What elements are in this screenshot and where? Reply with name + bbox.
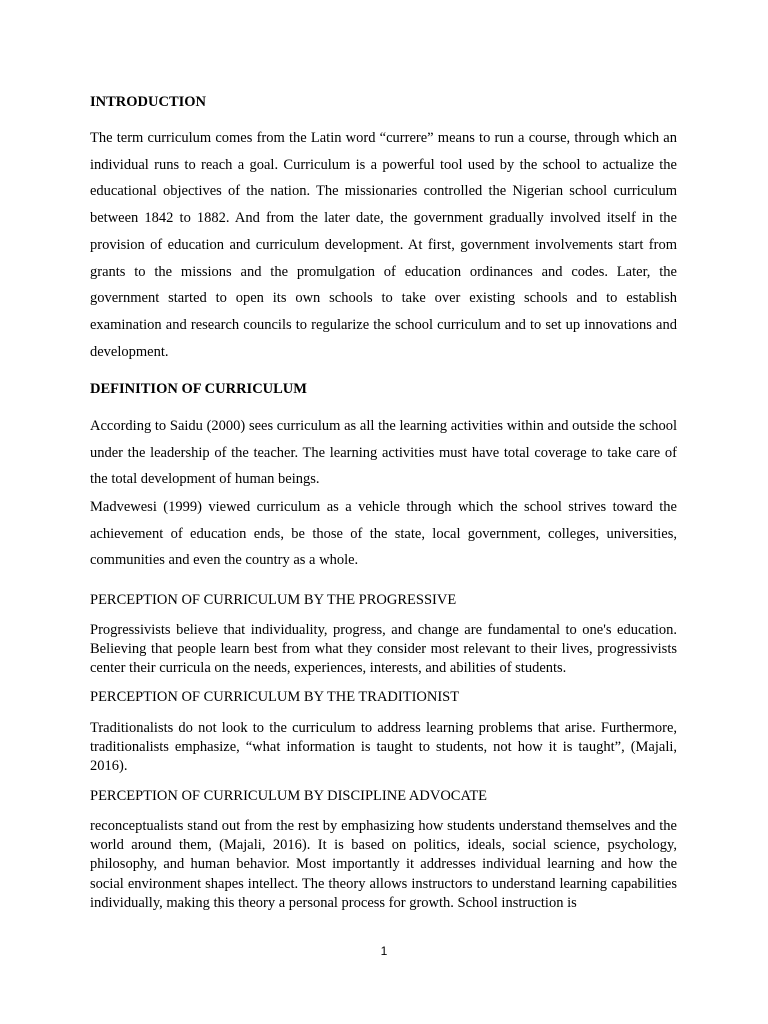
discipline-heading: PERCEPTION OF CURRICULUM BY DISCIPLINE ADVOCATE: [90, 788, 488, 804]
page-number: 1: [380, 944, 388, 958]
definition-paragraph-2: Madvewesi (1999) viewed curriculum as a vehicle through which the school strives toward the achievement of education ends, be those of the state, local government, colleges, universities, communities and even the country as a whole.: [90, 499, 677, 569]
traditionist-heading: PERCEPTION OF CURRICULUM BY THE TRADITIONIST: [90, 689, 460, 705]
progressive-paragraph: Progressivists believe that individuality, progress, and change are fundamental to one's education. Believing that people learn best from what they consider most relevant to their lives, progressivists center their curricula on the needs, experiences, interests, and abilities of students.: [90, 622, 677, 677]
discipline-paragraph: reconceptualists stand out from the rest by emphasizing how students understand themselves and the world around them, (Majali, 2016). It is based on politics, ideals, social science, psychology, philosophy, and human behavior. Most importantly it addresses individual learning and how the social environment shapes intellect. The theory allows instructors to understand learning capabilities individually, making this theory a personal process for growth. School instruction is: [90, 818, 677, 911]
intro-heading: INTRODUCTION: [90, 94, 207, 110]
progressive-heading: PERCEPTION OF CURRICULUM BY THE PROGRESSIVE: [90, 592, 457, 608]
definition-heading: DEFINITION OF CURRICULUM: [90, 381, 307, 397]
definition-paragraph-1: According to Saidu (2000) sees curriculum as all the learning activities within and outside the school under the leadership of the teacher. The learning activities must have total coverage to take care of the total development of human beings.: [90, 418, 677, 488]
intro-paragraph: The term curriculum comes from the Latin word “currere” means to run a course, through which an individual runs to reach a goal. Curriculum is a powerful tool used by the school to actualize the educational objectives of the nation. The missionaries controlled the Nigerian school curriculum between 1842 to 1882. And from the later date, the government gradually involved itself in the provision of education and curriculum development. At first, government involvements start from grants to the missions and the promulgation of education ordinances and codes. Later, the government started to open its own schools to take over existing schools and to establish examination and research councils to regularize the school curriculum and to set up innovations and development.: [90, 130, 677, 360]
traditionist-paragraph: Traditionalists do not look to the curriculum to address learning problems that arise. Furthermore, traditionalists emphasize, “what information is taught to students, not how it is taught”, (Majali, 2016).: [90, 720, 677, 775]
